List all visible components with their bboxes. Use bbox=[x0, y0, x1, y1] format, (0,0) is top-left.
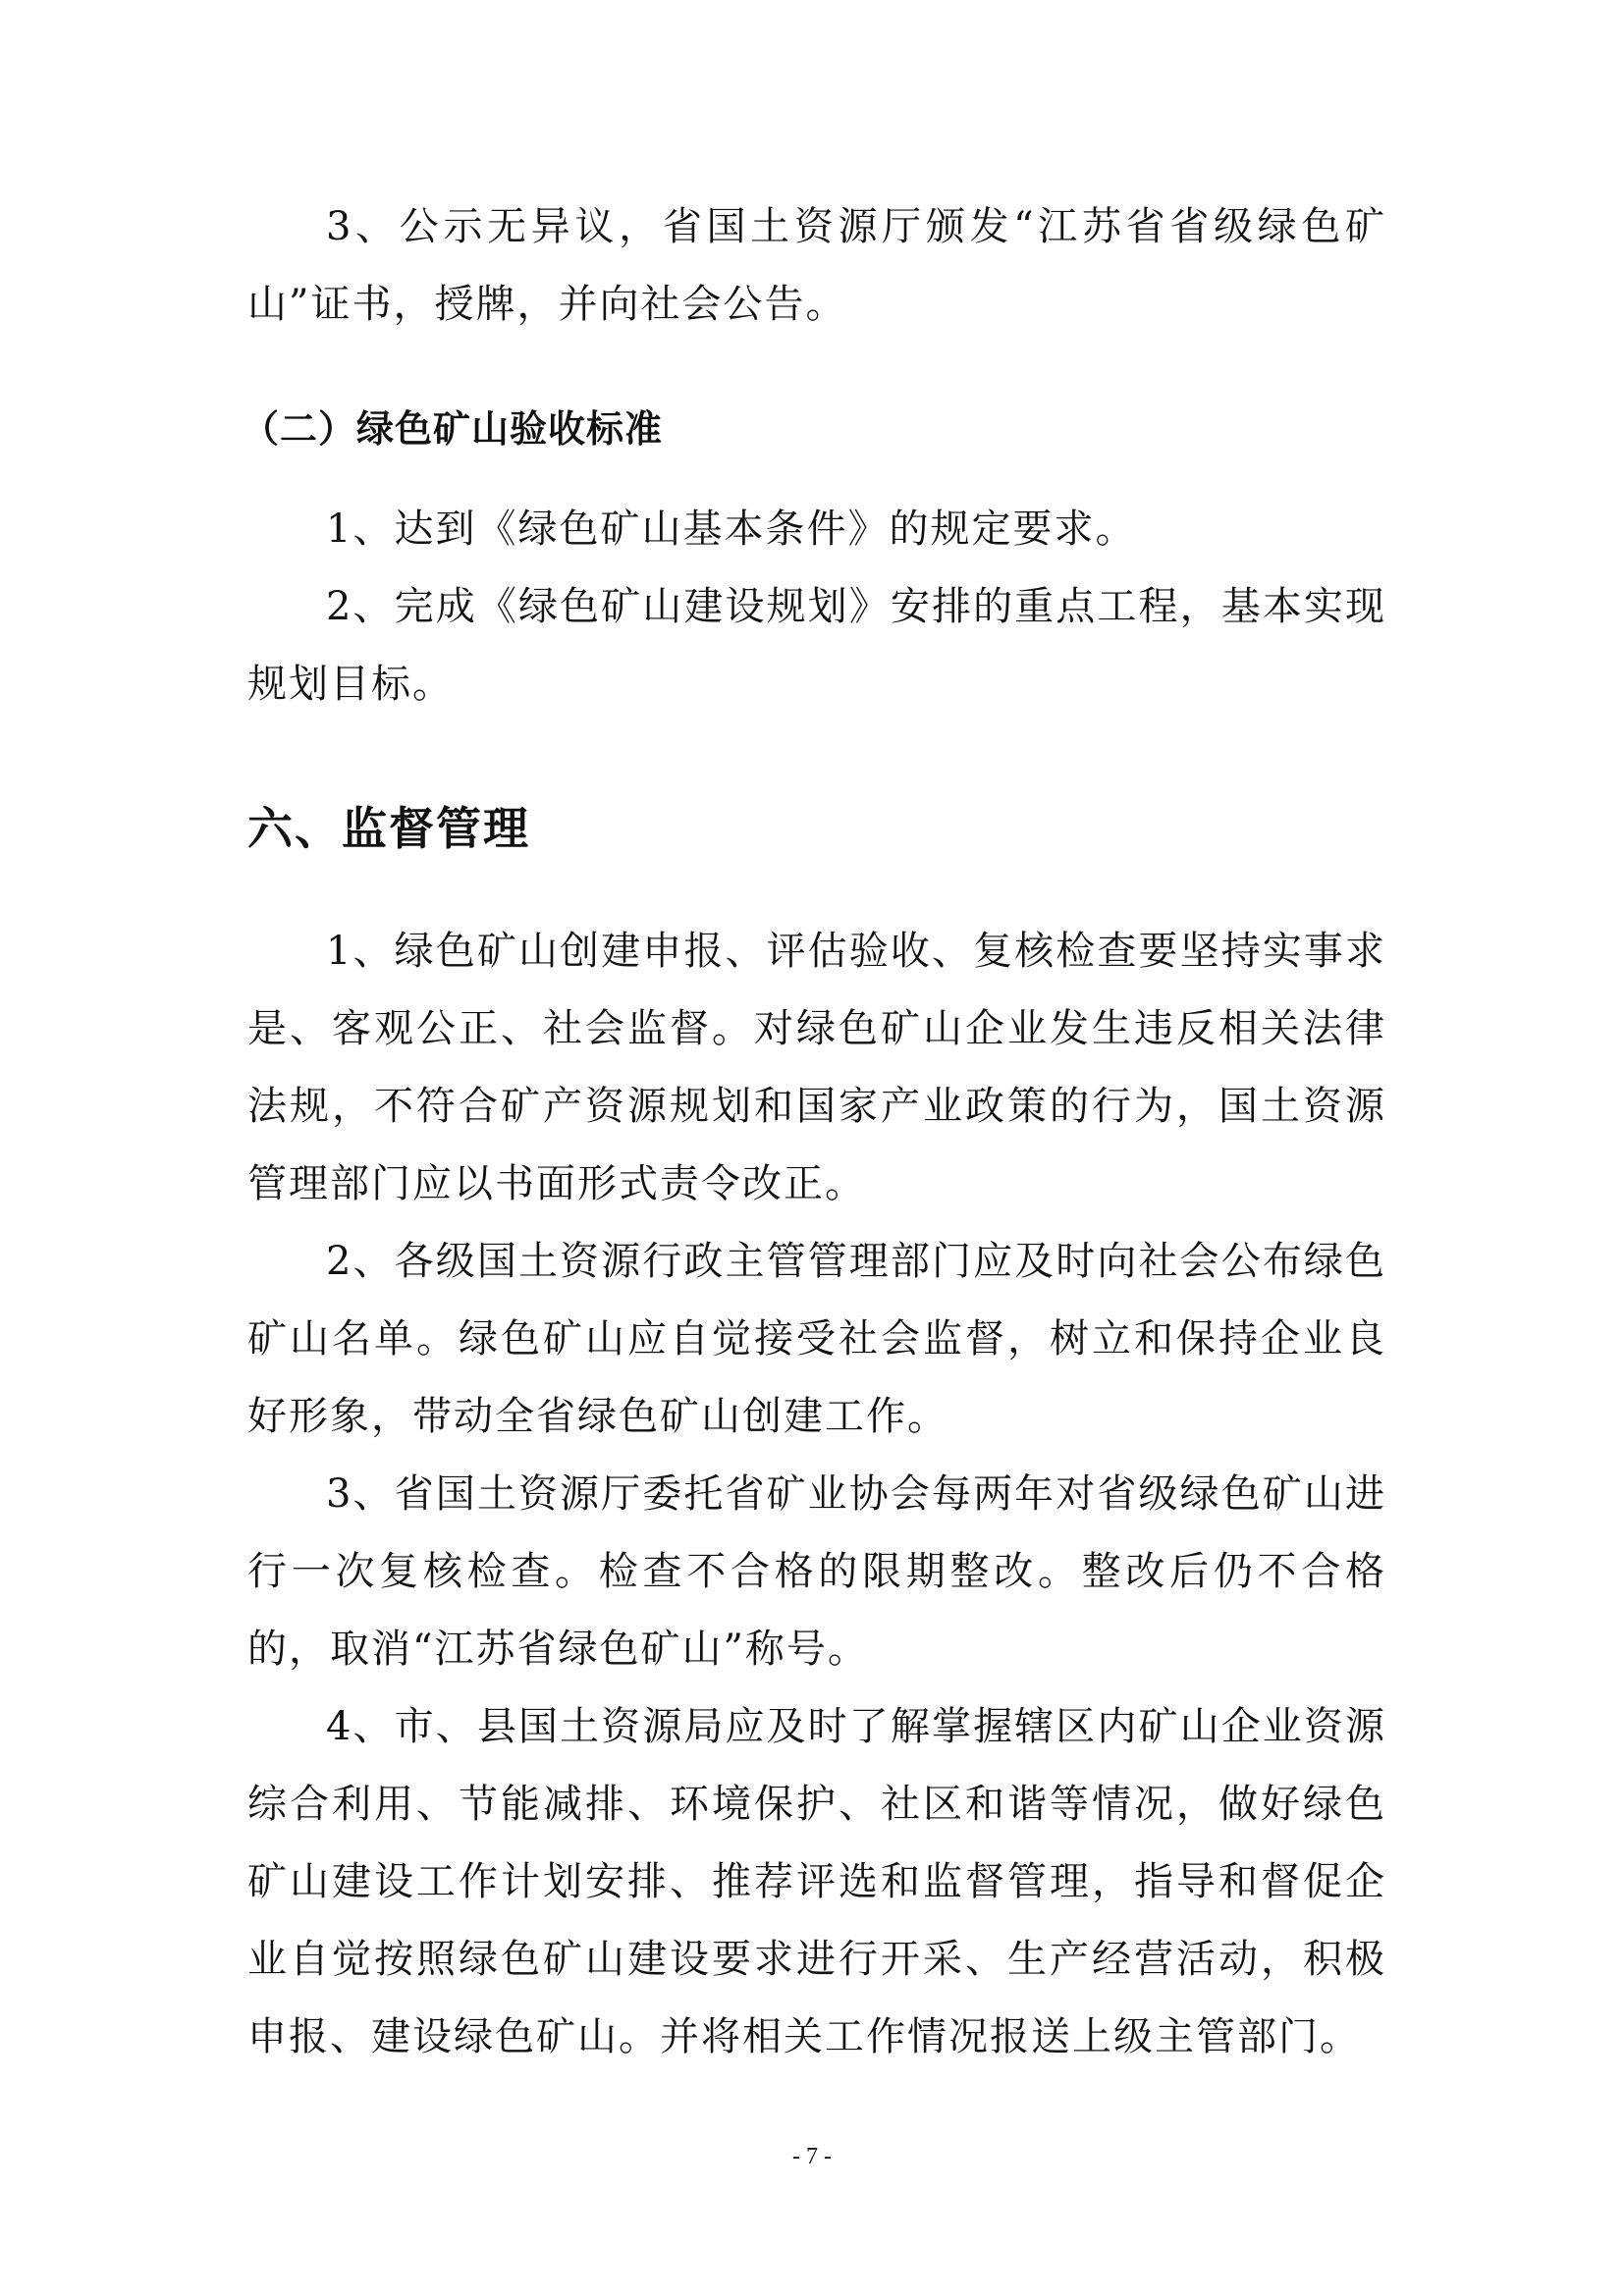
paragraph-certificate-issuance: 3、公示无异议，省国土资源厅颁发“江苏省省级绿色矿山”证书，授牌，并向社会公告。 bbox=[247, 204, 1386, 327]
section-heading-supervision: 六、监督管理 bbox=[247, 802, 530, 855]
supervision-item-3: 3、省国土资源厅委托省矿业协会每两年对省级绿色矿山进行一次复核检查。检查不合格的限期整改。整改后仍不合格的，取消“江苏省绿色矿山”称号。 bbox=[247, 1471, 1386, 1672]
acceptance-item-1: 1、达到《绿色矿山基本条件》的规定要求。 bbox=[326, 507, 1137, 552]
page-number: - 7 - bbox=[792, 2144, 832, 2169]
acceptance-item-2: 2、完成《绿色矿山建设规划》安排的重点工程，基本实现规划目标。 bbox=[247, 584, 1386, 707]
subsection-heading-acceptance-standards: （二）绿色矿山验收标准 bbox=[242, 407, 664, 451]
supervision-item-4: 4、市、县国土资源局应及时了解掌握辖区内矿山企业资源综合利用、节能减排、环境保护、社区和谐等情况，做好绿色矿山建设工作计划安排、推荐评选和监督管理，指导和督促企业自觉按照绿色矿山建设要求进行开采、生产经营活动，积极申报、建设绿色矿山。并将相关工作情况报送上级主管部门。 bbox=[247, 1704, 1386, 2059]
supervision-item-1: 1、绿色矿山创建申报、评估验收、复核检查要坚持实事求是、客观公正、社会监督。对绿色矿山企业发生违反相关法律法规，不符合矿产资源规划和国家产业政策的行为，国土资源管理部门应以书面形式责令改正。 bbox=[247, 929, 1386, 1206]
supervision-item-2: 2、各级国土资源行政主管管理部门应及时向社会公布绿色矿山名单。绿色矿山应自觉接受社会监督，树立和保持企业良好形象，带动全省绿色矿山创建工作。 bbox=[247, 1239, 1386, 1439]
